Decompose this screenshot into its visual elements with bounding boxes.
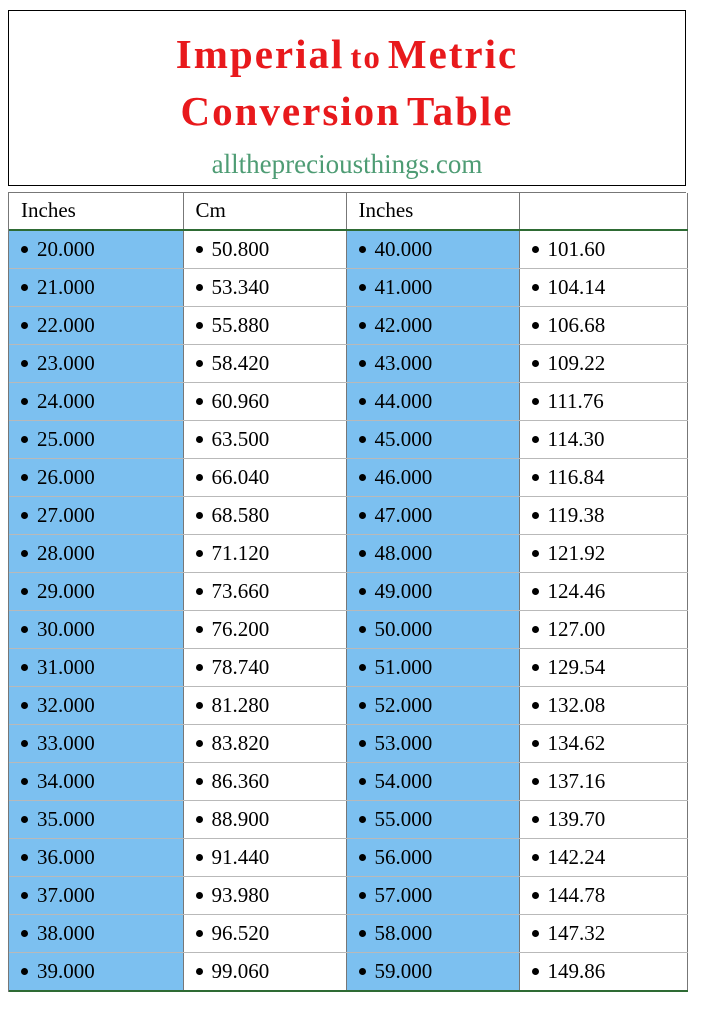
bullet-icon: [21, 892, 28, 899]
cell-value: 142.24: [547, 845, 606, 869]
table-cell: [9, 649, 183, 687]
cell-value: 30.000: [37, 617, 95, 641]
bullet-icon: [359, 322, 366, 329]
bullet-icon: [196, 664, 203, 671]
bullet-icon: [532, 474, 539, 481]
bullet-icon: [532, 246, 539, 253]
bullet-icon: [532, 968, 539, 975]
table-cell: [183, 725, 346, 763]
table-row: [9, 877, 687, 915]
cell-value: 60.960: [211, 389, 270, 413]
table-cell: [346, 383, 519, 421]
cell-value: 50.800: [211, 237, 270, 261]
table-row: [9, 611, 687, 649]
table-row: [9, 459, 687, 497]
table-cell: [346, 535, 519, 573]
table-cell: [346, 497, 519, 535]
bullet-icon: [532, 778, 539, 785]
header-block: [8, 10, 686, 186]
cell-value: 32.000: [37, 693, 95, 717]
conversion-table-wrapper: [8, 192, 686, 992]
bullet-icon: [196, 360, 203, 367]
table-row: [9, 345, 687, 383]
table-cell: [9, 953, 183, 992]
table-cell: [519, 649, 687, 687]
table-cell: [183, 459, 346, 497]
table-cell: [183, 421, 346, 459]
table-cell: [346, 687, 519, 725]
bullet-icon: [196, 436, 203, 443]
bullet-icon: [196, 778, 203, 785]
table-row: [9, 269, 687, 307]
bullet-icon: [21, 474, 28, 481]
table-cell: [346, 345, 519, 383]
cell-value: 55.880: [211, 313, 270, 337]
table-cell: [183, 649, 346, 687]
table-cell: [183, 535, 346, 573]
cell-value: 129.54: [547, 655, 606, 679]
table-cell: [519, 763, 687, 801]
table-cell: [519, 801, 687, 839]
bullet-icon: [359, 702, 366, 709]
bullet-icon: [21, 626, 28, 633]
bullet-icon: [21, 398, 28, 405]
cell-value: 25.000: [37, 427, 95, 451]
cell-value: 26.000: [37, 465, 95, 489]
table-row: [9, 687, 687, 725]
table-head: [9, 193, 687, 230]
cell-value: 116.84: [547, 465, 605, 489]
table-cell: [519, 535, 687, 573]
table-cell: [183, 687, 346, 725]
cell-value: 73.660: [211, 579, 270, 603]
table-cell: [9, 459, 183, 497]
table-cell: [519, 611, 687, 649]
cell-value: 132.08: [547, 693, 606, 717]
table-cell: [346, 763, 519, 801]
cell-value: 48.000: [374, 541, 433, 565]
table-cell: [183, 801, 346, 839]
cell-value: 21.000: [37, 275, 95, 299]
table-body: [9, 230, 687, 991]
cell-value: 149.86: [547, 959, 606, 983]
table-cell: [9, 269, 183, 307]
bullet-icon: [196, 740, 203, 747]
bullet-icon: [359, 626, 366, 633]
bullet-icon: [196, 322, 203, 329]
bullet-icon: [196, 626, 203, 633]
cell-value: 91.440: [211, 845, 270, 869]
table-row: [9, 725, 687, 763]
bullet-icon: [532, 398, 539, 405]
cell-value: 53.340: [211, 275, 270, 299]
table-row: [9, 763, 687, 801]
bullet-icon: [21, 740, 28, 747]
cell-value: 68.580: [211, 503, 270, 527]
cell-value: 35.000: [37, 807, 95, 831]
table-cell: [519, 877, 687, 915]
bullet-icon: [532, 816, 539, 823]
table-cell: [9, 383, 183, 421]
table-cell: [9, 763, 183, 801]
bullet-icon: [532, 588, 539, 595]
conversion-table: [9, 193, 688, 992]
table-row: [9, 497, 687, 535]
table-cell: [519, 421, 687, 459]
cell-value: 36.000: [37, 845, 95, 869]
cell-value: 50.000: [374, 617, 433, 641]
table-cell: [9, 421, 183, 459]
bullet-icon: [532, 550, 539, 557]
title-word-table: Table: [406, 88, 514, 135]
table-cell: [519, 459, 687, 497]
table-cell: [183, 383, 346, 421]
table-cell: [519, 915, 687, 953]
cell-value: 24.000: [37, 389, 95, 413]
column-header-inches-2: Inches: [346, 193, 519, 230]
bullet-icon: [359, 436, 366, 443]
cell-value: 40.000: [374, 237, 433, 261]
bullet-icon: [359, 398, 366, 405]
bullet-icon: [21, 246, 28, 253]
column-header-cm-2: [519, 193, 687, 230]
cell-value: 46.000: [374, 465, 433, 489]
bullet-icon: [21, 930, 28, 937]
bullet-icon: [196, 512, 203, 519]
table-cell: [519, 839, 687, 877]
cell-value: 53.000: [374, 731, 433, 755]
cell-value: 57.000: [374, 883, 433, 907]
table-cell: [183, 611, 346, 649]
cell-value: 111.76: [547, 389, 604, 413]
bullet-icon: [196, 474, 203, 481]
bullet-icon: [532, 892, 539, 899]
cell-value: 58.000: [374, 921, 433, 945]
table-cell: [9, 497, 183, 535]
title-word-metric: Metric: [387, 31, 519, 77]
bullet-icon: [21, 854, 28, 861]
bullet-icon: [21, 512, 28, 519]
table-cell: [346, 953, 519, 992]
cell-value: 93.980: [211, 883, 270, 907]
table-cell: [346, 421, 519, 459]
bullet-icon: [532, 854, 539, 861]
cell-value: 119.38: [547, 503, 605, 527]
bullet-icon: [359, 246, 366, 253]
bullet-icon: [359, 512, 366, 519]
bullet-icon: [532, 512, 539, 519]
bullet-icon: [21, 968, 28, 975]
table-cell: [9, 725, 183, 763]
bullet-icon: [532, 626, 539, 633]
title-word-conversion: Conversion: [180, 88, 401, 135]
table-row: [9, 649, 687, 687]
bullet-icon: [196, 588, 203, 595]
bullet-icon: [196, 816, 203, 823]
bullet-icon: [196, 246, 203, 253]
bullet-icon: [532, 702, 539, 709]
cell-value: 22.000: [37, 313, 95, 337]
bullet-icon: [196, 398, 203, 405]
table-row: [9, 915, 687, 953]
table-cell: [346, 269, 519, 307]
table-cell: [9, 687, 183, 725]
table-cell: [9, 307, 183, 345]
cell-value: 44.000: [374, 389, 433, 413]
cell-value: 121.92: [547, 541, 606, 565]
table-cell: [9, 535, 183, 573]
bullet-icon: [359, 664, 366, 671]
bullet-icon: [21, 360, 28, 367]
table-cell: [519, 383, 687, 421]
table-cell: [519, 307, 687, 345]
cell-value: 78.740: [211, 655, 270, 679]
table-cell: [183, 230, 346, 269]
bullet-icon: [21, 702, 28, 709]
table-row: [9, 839, 687, 877]
cell-value: 20.000: [37, 237, 95, 261]
table-cell: [183, 497, 346, 535]
bullet-icon: [196, 550, 203, 557]
table-cell: [519, 497, 687, 535]
bullet-icon: [196, 930, 203, 937]
cell-value: 29.000: [37, 579, 95, 603]
table-cell: [519, 725, 687, 763]
cell-value: 137.16: [547, 769, 606, 793]
column-header-cm-1: Cm: [183, 193, 346, 230]
bullet-icon: [532, 930, 539, 937]
bullet-icon: [359, 284, 366, 291]
table-row: [9, 953, 687, 992]
cell-value: 58.420: [211, 351, 270, 375]
bullet-icon: [359, 550, 366, 557]
bullet-icon: [21, 550, 28, 557]
bullet-icon: [532, 284, 539, 291]
cell-value: 66.040: [211, 465, 270, 489]
cell-value: 38.000: [37, 921, 95, 945]
bullet-icon: [21, 664, 28, 671]
cell-value: 39.000: [37, 959, 95, 983]
cell-value: 76.200: [211, 617, 270, 641]
table-cell: [9, 877, 183, 915]
table-cell: [346, 459, 519, 497]
cell-value: 63.500: [211, 427, 270, 451]
title-word-to: to: [350, 40, 382, 76]
cell-value: 55.000: [374, 807, 433, 831]
cell-value: 47.000: [374, 503, 433, 527]
cell-value: 52.000: [374, 693, 433, 717]
page-title-line-2: [9, 90, 685, 133]
cell-value: 56.000: [374, 845, 433, 869]
cell-value: 27.000: [37, 503, 95, 527]
bullet-icon: [532, 360, 539, 367]
table-cell: [9, 573, 183, 611]
bullet-icon: [532, 664, 539, 671]
table-cell: [183, 953, 346, 992]
cell-value: 144.78: [547, 883, 606, 907]
cell-value: 114.30: [547, 427, 605, 451]
table-row: [9, 421, 687, 459]
table-cell: [183, 877, 346, 915]
table-cell: [183, 269, 346, 307]
bullet-icon: [196, 892, 203, 899]
cell-value: 23.000: [37, 351, 95, 375]
bullet-icon: [359, 360, 366, 367]
table-cell: [183, 763, 346, 801]
bullet-icon: [359, 588, 366, 595]
table-cell: [346, 877, 519, 915]
cell-value: 99.060: [211, 959, 270, 983]
bullet-icon: [21, 284, 28, 291]
bullet-icon: [359, 930, 366, 937]
table-row: [9, 801, 687, 839]
bullet-icon: [359, 740, 366, 747]
cell-value: 96.520: [211, 921, 270, 945]
cell-value: 54.000: [374, 769, 433, 793]
table-cell: [9, 839, 183, 877]
table-cell: [346, 725, 519, 763]
bullet-icon: [532, 740, 539, 747]
cell-value: 51.000: [374, 655, 433, 679]
cell-value: 83.820: [211, 731, 270, 755]
table-cell: [346, 230, 519, 269]
table-cell: [519, 345, 687, 383]
table-row: [9, 573, 687, 611]
cell-value: 134.62: [547, 731, 606, 755]
cell-value: 71.120: [211, 541, 270, 565]
bullet-icon: [532, 322, 539, 329]
cell-value: 59.000: [374, 959, 433, 983]
column-header-inches-1: Inches: [9, 193, 183, 230]
bullet-icon: [532, 436, 539, 443]
table-cell: [346, 611, 519, 649]
bullet-icon: [21, 322, 28, 329]
bullet-icon: [359, 778, 366, 785]
table-cell: [346, 801, 519, 839]
cell-value: 45.000: [374, 427, 433, 451]
table-cell: [346, 573, 519, 611]
bullet-icon: [196, 968, 203, 975]
table-cell: [519, 687, 687, 725]
table-row: [9, 230, 687, 269]
table-cell: [9, 915, 183, 953]
table-row: [9, 535, 687, 573]
table-cell: [346, 307, 519, 345]
bullet-icon: [196, 702, 203, 709]
page-title-line-1: [9, 33, 685, 76]
cell-value: 33.000: [37, 731, 95, 755]
table-cell: [9, 345, 183, 383]
table-cell: [519, 573, 687, 611]
watermark-text: allthepreciousthings.com: [211, 149, 483, 180]
cell-value: 37.000: [37, 883, 95, 907]
cell-value: 41.000: [374, 275, 433, 299]
bullet-icon: [196, 284, 203, 291]
cell-value: 43.000: [374, 351, 433, 375]
cell-value: 104.14: [547, 275, 606, 299]
bullet-icon: [359, 854, 366, 861]
bullet-icon: [359, 816, 366, 823]
cell-value: 139.70: [547, 807, 606, 831]
table-header-row: [9, 193, 687, 230]
cell-value: 34.000: [37, 769, 95, 793]
table-row: [9, 307, 687, 345]
table-cell: [346, 649, 519, 687]
table-cell: [346, 915, 519, 953]
table-cell: [183, 345, 346, 383]
cell-value: 31.000: [37, 655, 95, 679]
cell-value: 124.46: [547, 579, 606, 603]
table-cell: [183, 915, 346, 953]
bullet-icon: [359, 892, 366, 899]
cell-value: 49.000: [374, 579, 433, 603]
table-cell: [183, 839, 346, 877]
cell-value: 147.32: [547, 921, 606, 945]
bullet-icon: [196, 854, 203, 861]
table-cell: [183, 573, 346, 611]
table-cell: [346, 839, 519, 877]
bullet-icon: [21, 436, 28, 443]
title-word-imperial: Imperial: [175, 31, 345, 77]
bullet-icon: [359, 474, 366, 481]
cell-value: 109.22: [547, 351, 606, 375]
cell-value: 86.360: [211, 769, 270, 793]
table-cell: [519, 953, 687, 992]
cell-value: 106.68: [547, 313, 606, 337]
bullet-icon: [21, 588, 28, 595]
table-cell: [9, 611, 183, 649]
bullet-icon: [21, 816, 28, 823]
bullet-icon: [21, 778, 28, 785]
cell-value: 42.000: [374, 313, 433, 337]
table-cell: [519, 230, 687, 269]
cell-value: 101.60: [547, 237, 606, 261]
table-row: [9, 383, 687, 421]
cell-value: 127.00: [547, 617, 606, 641]
table-cell: [183, 307, 346, 345]
table-cell: [519, 269, 687, 307]
table-cell: [9, 230, 183, 269]
cell-value: 81.280: [211, 693, 270, 717]
table-cell: [9, 801, 183, 839]
cell-value: 88.900: [211, 807, 270, 831]
bullet-icon: [359, 968, 366, 975]
cell-value: 28.000: [37, 541, 95, 565]
